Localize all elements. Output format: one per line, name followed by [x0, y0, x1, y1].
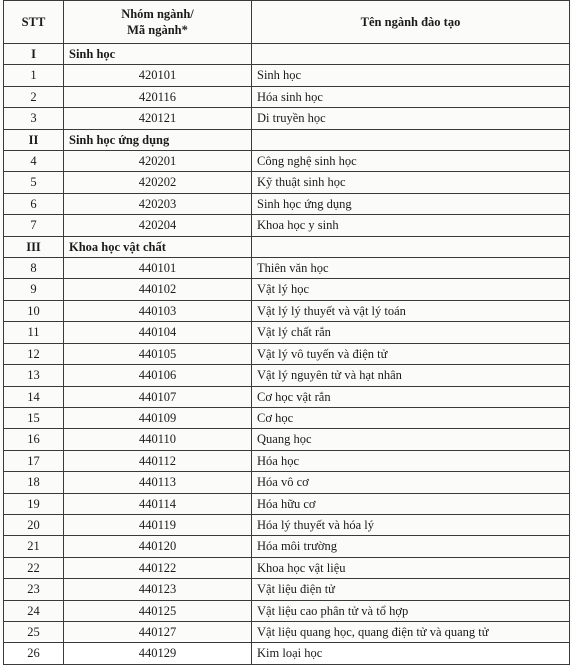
table-row [4, 365, 570, 386]
table-row [4, 279, 570, 300]
row-code: 420204 [64, 215, 252, 236]
row-stt: 18 [4, 472, 64, 493]
row-program-name: Vật lý học [252, 279, 570, 300]
row-stt: 4 [4, 151, 64, 172]
row-program-name: Hóa vô cơ [252, 472, 570, 493]
table-row [4, 86, 570, 107]
row-stt: 5 [4, 172, 64, 193]
table-row [4, 557, 570, 578]
row-stt: 20 [4, 514, 64, 535]
row-code: 420202 [64, 172, 252, 193]
row-stt: 16 [4, 429, 64, 450]
group-numeral: II [4, 129, 64, 150]
row-code: 440119 [64, 514, 252, 535]
row-code: 420116 [64, 86, 252, 107]
table-row [4, 215, 570, 236]
row-stt: 25 [4, 621, 64, 642]
row-stt: 24 [4, 600, 64, 621]
row-stt: 26 [4, 643, 64, 664]
row-stt: 21 [4, 536, 64, 557]
row-code: 440105 [64, 343, 252, 364]
row-program-name: Vật liệu quang học, quang điện tử và quang tử [252, 621, 570, 642]
table-row [4, 322, 570, 343]
table-row [4, 643, 570, 664]
row-stt: 9 [4, 279, 64, 300]
table-row [4, 65, 570, 86]
table-row [4, 172, 570, 193]
row-program-name: Vật lý chất rắn [252, 322, 570, 343]
row-program-name: Vật lý vô tuyến và điện tử [252, 343, 570, 364]
row-code: 440106 [64, 365, 252, 386]
row-program-name: Hóa hữu cơ [252, 493, 570, 514]
row-program-name: Hóa môi trường [252, 536, 570, 557]
row-program-name: Sinh học [252, 65, 570, 86]
row-program-name: Kim loại học [252, 643, 570, 664]
group-empty-cell [252, 236, 570, 257]
row-program-name: Thiên văn học [252, 258, 570, 279]
header-name: Tên ngành đào tạo [252, 1, 570, 44]
row-stt: 15 [4, 407, 64, 428]
group-empty-cell [252, 44, 570, 65]
programs-table [3, 0, 570, 665]
row-code: 440122 [64, 557, 252, 578]
row-stt: 7 [4, 215, 64, 236]
row-program-name: Kỹ thuật sinh học [252, 172, 570, 193]
row-stt: 12 [4, 343, 64, 364]
group-numeral: III [4, 236, 64, 257]
row-code: 440101 [64, 258, 252, 279]
row-program-name: Vật lý nguyên tử và hạt nhân [252, 365, 570, 386]
table-row [4, 536, 570, 557]
group-title: Sinh học ứng dụng [64, 129, 252, 150]
table-row [4, 407, 570, 428]
row-code: 440110 [64, 429, 252, 450]
table-body [4, 44, 570, 665]
row-code: 440127 [64, 621, 252, 642]
row-stt: 23 [4, 579, 64, 600]
table-row [4, 300, 570, 321]
row-code: 440125 [64, 600, 252, 621]
row-stt: 22 [4, 557, 64, 578]
row-code: 440104 [64, 322, 252, 343]
header-code-line2: Mã ngành* [127, 23, 188, 37]
row-stt: 19 [4, 493, 64, 514]
row-program-name: Hóa sinh học [252, 86, 570, 107]
row-program-name: Quang học [252, 429, 570, 450]
row-code: 440103 [64, 300, 252, 321]
row-program-name: Vật liệu cao phân tử và tổ hợp [252, 600, 570, 621]
header-stt: STT [4, 1, 64, 44]
row-program-name: Di truyền học [252, 108, 570, 129]
row-code: 420201 [64, 151, 252, 172]
row-code: 440102 [64, 279, 252, 300]
row-stt: 2 [4, 86, 64, 107]
table-row [4, 493, 570, 514]
row-stt: 8 [4, 258, 64, 279]
row-program-name: Khoa học vật liệu [252, 557, 570, 578]
row-program-name: Vật liệu điện tử [252, 579, 570, 600]
row-code: 440123 [64, 579, 252, 600]
table-header-row [4, 1, 570, 44]
row-code: 440129 [64, 643, 252, 664]
row-stt: 6 [4, 193, 64, 214]
row-stt: 13 [4, 365, 64, 386]
group-title: Khoa học vật chất [64, 236, 252, 257]
table-row [4, 579, 570, 600]
row-code: 440113 [64, 472, 252, 493]
table-row [4, 514, 570, 535]
row-code: 440114 [64, 493, 252, 514]
group-row [4, 236, 570, 257]
table-row [4, 258, 570, 279]
row-code: 440112 [64, 450, 252, 471]
row-code: 420101 [64, 65, 252, 86]
group-numeral: I [4, 44, 64, 65]
row-program-name: Vật lý lý thuyết và vật lý toán [252, 300, 570, 321]
row-stt: 10 [4, 300, 64, 321]
group-empty-cell [252, 129, 570, 150]
row-program-name: Khoa học y sinh [252, 215, 570, 236]
table-row [4, 472, 570, 493]
header-code-line1: Nhóm ngành/ [121, 7, 194, 21]
table-row [4, 193, 570, 214]
row-program-name: Hóa học [252, 450, 570, 471]
table-row [4, 429, 570, 450]
row-code: 440120 [64, 536, 252, 557]
row-stt: 17 [4, 450, 64, 471]
row-stt: 14 [4, 386, 64, 407]
table-row [4, 151, 570, 172]
row-program-name: Cơ học vật rắn [252, 386, 570, 407]
row-code: 440109 [64, 407, 252, 428]
row-stt: 11 [4, 322, 64, 343]
group-row [4, 44, 570, 65]
header-code [64, 1, 252, 44]
table-row [4, 108, 570, 129]
table-row [4, 386, 570, 407]
table-row [4, 600, 570, 621]
row-stt: 3 [4, 108, 64, 129]
row-program-name: Sinh học ứng dụng [252, 193, 570, 214]
row-stt: 1 [4, 65, 64, 86]
row-program-name: Hóa lý thuyết và hóa lý [252, 514, 570, 535]
group-title: Sinh học [64, 44, 252, 65]
row-program-name: Cơ học [252, 407, 570, 428]
table-row [4, 450, 570, 471]
row-program-name: Công nghệ sinh học [252, 151, 570, 172]
row-code: 440107 [64, 386, 252, 407]
row-code: 420121 [64, 108, 252, 129]
table-row [4, 343, 570, 364]
row-code: 420203 [64, 193, 252, 214]
group-row [4, 129, 570, 150]
